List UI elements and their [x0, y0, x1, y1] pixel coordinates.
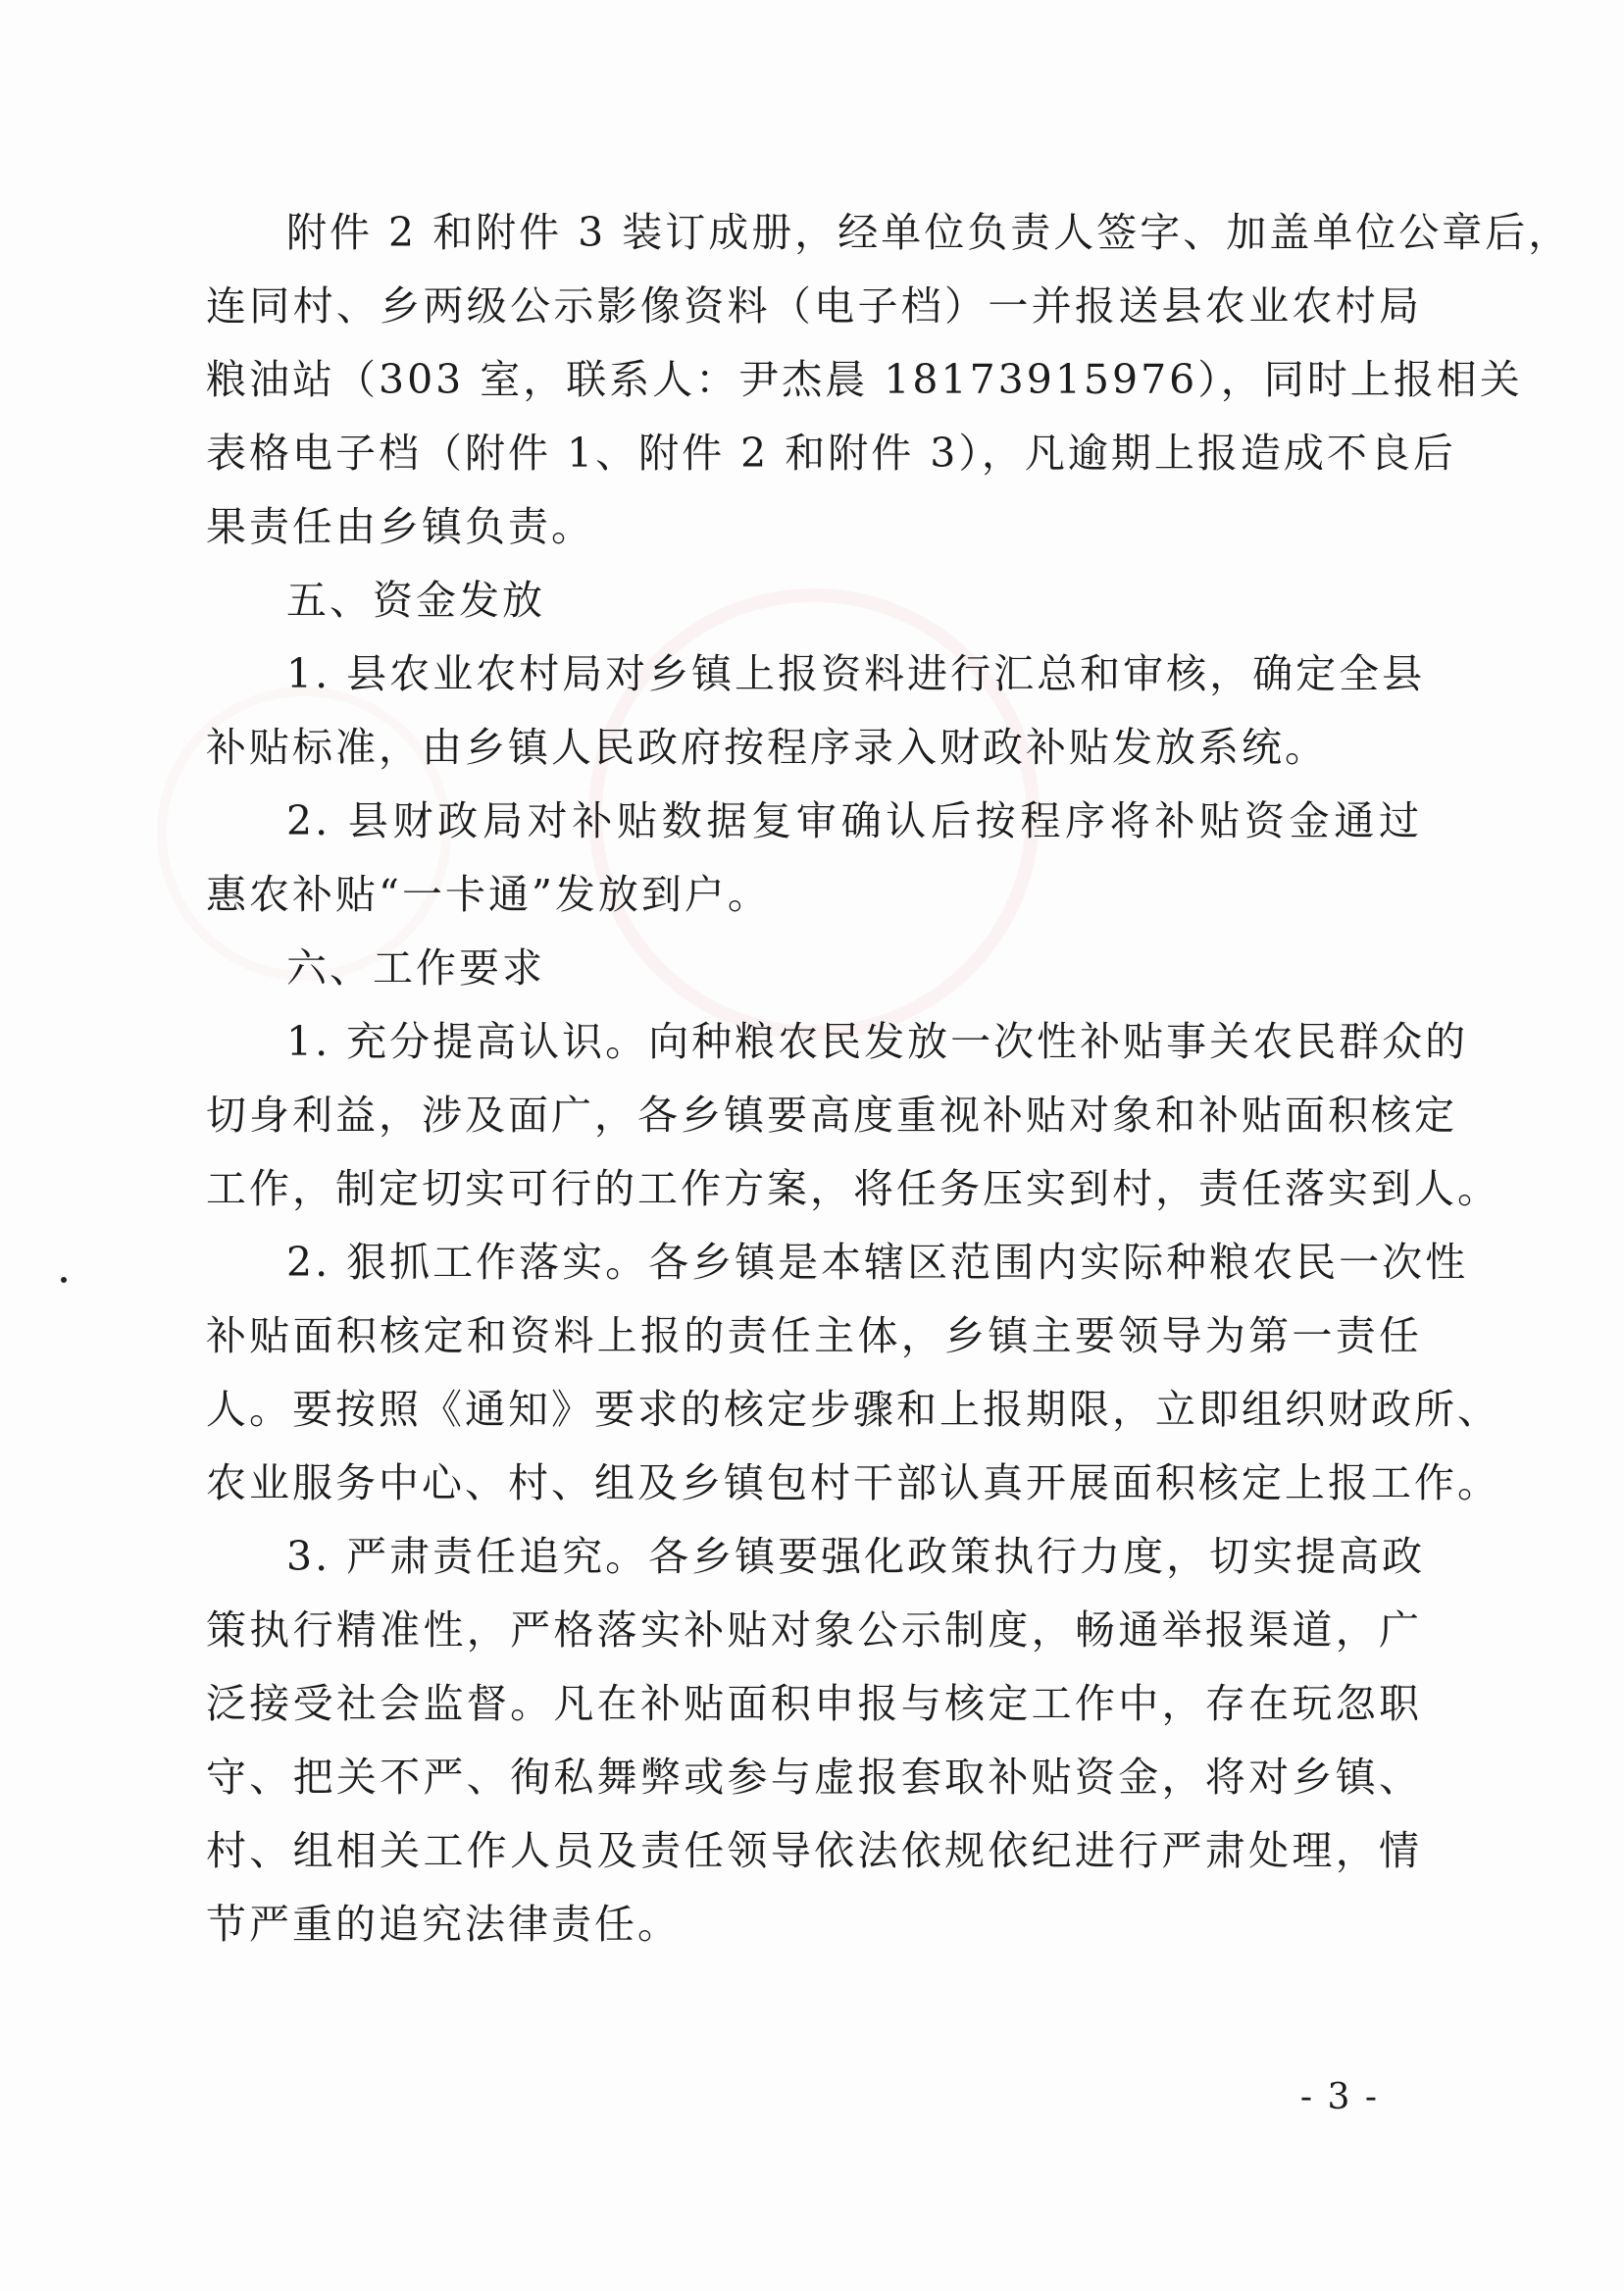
paragraph-line: 2. 狠抓工作落实。各乡镇是本辖区范围内实际种粮农民一次性 — [286, 1239, 1469, 1286]
paragraph-line: 表格电子档（附件 1、附件 2 和附件 3），凡逾期上报造成不良后 — [206, 430, 1456, 477]
paragraph-line: 补贴面积核定和资料上报的责任主体，乡镇主要领导为第一责任 — [206, 1312, 1422, 1359]
paragraph-line: 策执行精准性，严格落实补贴对象公示制度，畅通举报渠道，广 — [206, 1606, 1422, 1654]
paragraph-line: 连同村、乡两级公示影像资料（电子档）一并报送县农业农村局 — [206, 282, 1422, 330]
paragraph-line: 3. 严肃责任追究。各乡镇要强化政策执行力度，切实提高政 — [286, 1533, 1426, 1580]
paragraph-line: 工作，制定切实可行的工作方案，将任务压实到村，责任落实到人。 — [206, 1165, 1500, 1212]
paragraph-line: 农业服务中心、村、组及乡镇包村干部认真开展面积核定上报工作。 — [206, 1459, 1500, 1506]
paragraph-line: 人。要按照《通知》要求的核定步骤和上报期限，立即组织财政所、 — [206, 1386, 1500, 1433]
paragraph-line: 节严重的追究法律责任。 — [206, 1901, 681, 1948]
section-heading: 六、工作要求 — [286, 944, 545, 992]
paragraph-line: 1. 充分提高认识。向种粮农民发放一次性补贴事关农民群众的 — [286, 1018, 1469, 1065]
paragraph-line: 2. 县财政局对补贴数据复审确认后按程序将补贴资金通过 — [286, 797, 1422, 844]
paragraph-line: 果责任由乡镇负责。 — [206, 503, 594, 550]
paragraph-line: 1. 县农业农村局对乡镇上报资料进行汇总和审核，确定全县 — [286, 650, 1426, 697]
paragraph-line: 补贴标准，由乡镇人民政府按程序录入财政补贴发放系统。 — [206, 724, 1328, 771]
paragraph-line: 村、组相关工作人员及责任领导依法依规依纪进行严肃处理，情 — [206, 1827, 1422, 1874]
page-number: - 3 - — [1299, 2077, 1379, 2117]
section-heading: 五、资金发放 — [286, 577, 545, 624]
paragraph-line: 守、把关不严、徇私舞弊或参与虚报套取补贴资金，将对乡镇、 — [206, 1754, 1422, 1801]
document-body — [206, 196, 1572, 1961]
paragraph-line: 惠农补贴“一卡通”发放到户。 — [206, 871, 771, 918]
paragraph-line: 切身利益，涉及面广，各乡镇要高度重视补贴对象和补贴面积核定 — [206, 1092, 1457, 1139]
paragraph-line: 粮油站（303 室，联系人：尹杰晨 18173915976），同时上报相关 — [206, 356, 1523, 403]
paragraph-line: 附件 2 和附件 3 装订成册，经单位负责人签字、加盖单位公章后， — [286, 209, 1572, 256]
paragraph-line: 泛接受社会监督。凡在补贴面积申报与核定工作中，存在玩忽职 — [206, 1680, 1422, 1727]
scan-speck — [61, 1277, 67, 1283]
